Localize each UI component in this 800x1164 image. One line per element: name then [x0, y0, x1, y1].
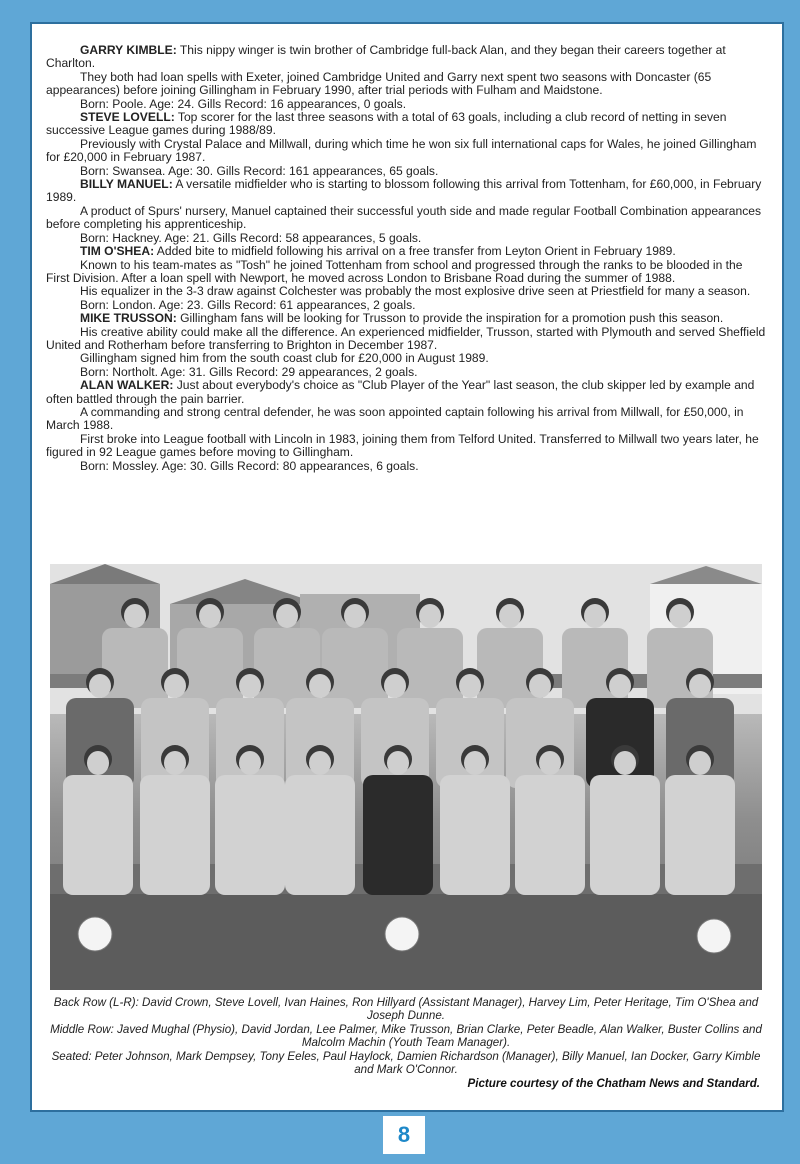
caption-back-row: Back Row (L-R): David Crown, Steve Lovell, Ivan Haines, Ron Hillyard (Assistant Manager), Harvey Lim, Peter Heritage, Tim O'Shea and Joseph Dunne.	[53, 996, 759, 1023]
bio-lead: A versatile midfielder who is starting to blossom following this arrival from Tottenham, for £60,000, in February 1989.	[46, 177, 762, 205]
bio-lead: Just about everybody's choice as "Club Player of the Year" last season, the club skipper led by example and often battled through the pain barrier.	[46, 378, 755, 406]
player-name: ALAN WALKER:	[80, 378, 174, 393]
bio-lead: Added bite to midfield following his arrival on a free transfer from Leyton Orient in February 1989.	[154, 244, 676, 259]
bio-paragraph: Gillingham signed him from the south coast club for £20,000 in August 1989.	[80, 351, 489, 366]
bio-paragraph: His creative ability could make all the difference. An experienced midfielder, Trusson, started with Plymouth and served Sheffield United and Rotherham before transferring to Brighton in December 1987.	[46, 324, 766, 352]
bio-heading	[46, 111, 768, 138]
bio-paragraph: Known to his team-mates as "Tosh" he joined Tottenham from school and progressed through the ranks to be blooded in the First Division. After a loan spell with Newport, he moved across London to Brisbane Road during the summer of 1988.	[46, 257, 743, 285]
bio-paragraph: A product of Spurs' nursery, Manuel captained their successful youth side and made regular Football Combination appearances before completing his apprenticeship.	[46, 203, 762, 232]
photo-credit: Picture courtesy of the Chatham News and Standard.	[467, 1077, 760, 1090]
caption-seated: Seated: Peter Johnson, Mark Dempsey, Tony Eeles, Paul Haylock, Damien Richardson (Manager), Billy Manuel, Ian Docker, Garry Kimble and Mark O'Connor.	[51, 1049, 761, 1077]
bio-paragraph: A commanding and strong central defender, he was soon appointed captain following his arrival from Millwall, for £50,000, in March 1988.	[46, 404, 744, 433]
page-number: 8	[383, 1116, 425, 1154]
bio-paragraph: His equalizer in the 3-3 draw against Colchester was probably the most explosive drive seen at Priestfield for many a season.	[80, 284, 751, 299]
bio-lead: This nippy winger is twin brother of Cambridge full-back Alan, and they began their careers together at Charlton.	[46, 43, 726, 71]
bio-paragraph: Born: Poole. Age: 24. Gills Record: 16 appearances, 0 goals.	[80, 96, 407, 111]
bio-paragraph: Previously with Crystal Palace and Millwall, during which time he won six full international caps for Wales, he joined Gillingham for £20,000 in February 1987.	[46, 136, 757, 165]
photo-caption	[50, 996, 762, 1076]
caption-middle-row: Middle Row: Javed Mughal (Physio), David Jordan, Lee Palmer, Mike Trusson, Brian Clarke, Peter Beadle, Alan Walker, Buster Collins and Malcolm Machin (Youth Team Manager).	[50, 1022, 762, 1050]
bio-heading	[46, 44, 768, 71]
player-name: STEVE LOVELL:	[80, 110, 175, 125]
bio-paragraph: Born: Swansea. Age: 30. Gills Record: 161 appearances, 65 goals.	[80, 163, 439, 178]
bio-lead: Gillingham fans will be looking for Trusson to provide the inspiration for a promotion push this season.	[176, 311, 724, 326]
bio-heading	[46, 245, 768, 258]
bio-lead: Top scorer for the last three seasons with a total of 63 goals, including a club record of netting in seven successive League games during 1988/89.	[46, 110, 727, 138]
bio-heading	[46, 379, 768, 406]
bio-paragraph: Born: Mossley. Age: 30. Gills Record: 80 appearances, 6 goals.	[80, 458, 419, 473]
player-name: BILLY MANUEL:	[80, 177, 173, 192]
player-bios	[46, 44, 768, 473]
player-name: TIM O'SHEA:	[80, 244, 155, 259]
bio-paragraph: First broke into League football with Lincoln in 1983, joining them from Telford United. Transferred to Millwall two years later, he figured in 92 League games before moving to Gillingham.	[46, 431, 759, 460]
bio-paragraph: Born: Northolt. Age: 31. Gills Record: 29 appearances, 2 goals.	[80, 364, 418, 379]
bio-paragraph: Born: Hackney. Age: 21. Gills Record: 58 appearances, 5 goals.	[80, 230, 422, 245]
bio-paragraph: They both had loan spells with Exeter, joined Cambridge United and Garry next spent two seasons with Doncaster (65 appearances) before joining Gillingham in February 1990, after trial periods with Fulham and Maidstone.	[46, 69, 712, 98]
player-name: GARRY KIMBLE:	[80, 43, 177, 57]
content-panel	[30, 22, 784, 1112]
player-name: MIKE TRUSSON:	[80, 311, 177, 326]
bio-heading	[46, 178, 768, 205]
bio-heading	[46, 312, 768, 325]
bio-paragraph: Born: London. Age: 23. Gills Record: 61 appearances, 2 goals.	[80, 297, 416, 312]
team-photo	[50, 564, 762, 990]
